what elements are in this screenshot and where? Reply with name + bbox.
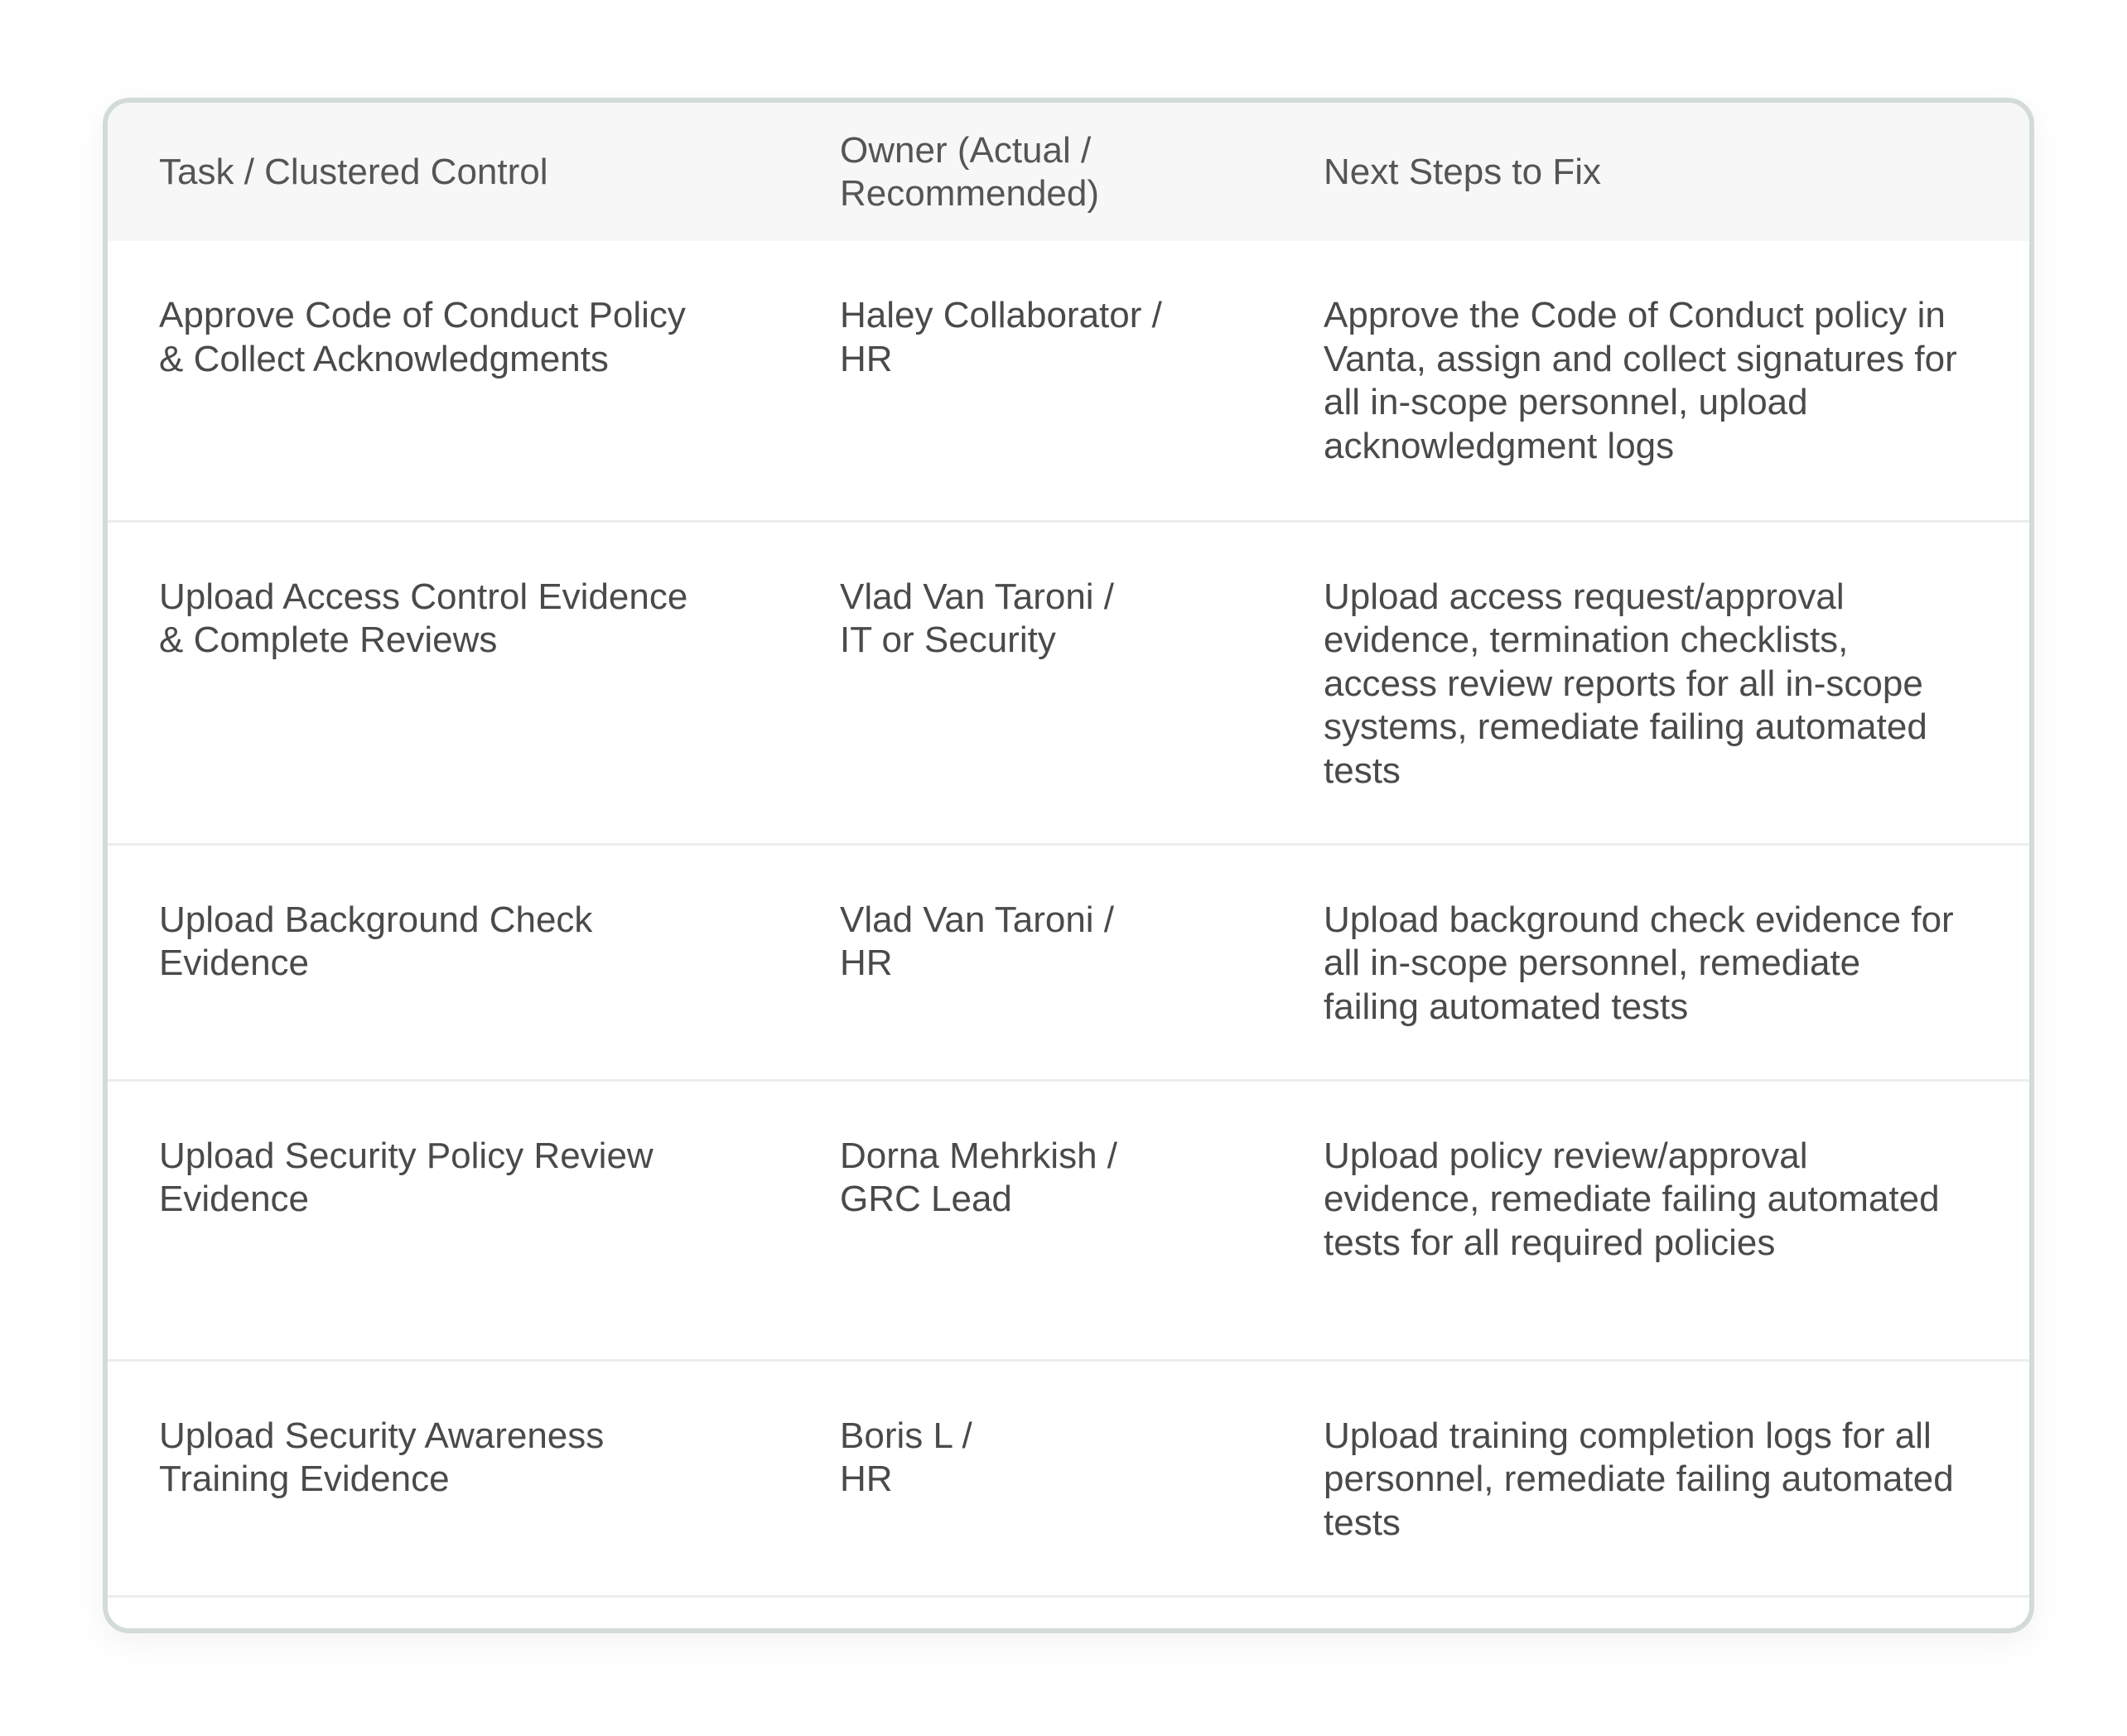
table-row — [108, 1080, 2029, 1360]
tasks-table-card — [103, 98, 2034, 1633]
next-steps-cell: Approve the Code of Conduct policy in Vanta, assign and collect signatures for all in-scope personnel, upload acknowledgment logs — [1324, 295, 1957, 466]
task-cell: Upload Security Awareness Training Evidence — [159, 1415, 605, 1499]
next-steps-cell: Upload access request/approval evidence, termination checklists, access review reports for all in-scope systems, remediate failing automated tests — [1324, 576, 1927, 791]
task-cell: Upload Background Check Evidence — [159, 899, 593, 983]
owner-cell — [792, 844, 1276, 1080]
owner-recommended: HR — [840, 338, 893, 379]
owner-recommended: HR — [840, 943, 893, 983]
task-cell: Upload Access Control Evidence & Complete Reviews — [159, 576, 688, 660]
header-owner: Owner (Actual / Recommended) — [792, 103, 1276, 241]
header-row — [108, 103, 2029, 241]
owner-cell — [792, 1360, 1276, 1596]
header-next-steps: Next Steps to Fix — [1276, 103, 2029, 241]
owner-actual: Haley Collaborator / — [840, 295, 1162, 335]
next-steps-cell: Upload background check evidence for all in-scope personnel, remediate failing automated tests — [1324, 899, 1954, 1027]
table-row — [108, 844, 2029, 1080]
owner-recommended: GRC Lead — [840, 1179, 1012, 1219]
owner-recommended: HR — [840, 1459, 893, 1499]
owner-cell — [792, 521, 1276, 844]
owner-actual: Vlad Van Taroni / — [840, 899, 1115, 940]
tasks-table — [108, 103, 2029, 1598]
owner-cell — [792, 241, 1276, 521]
owner-actual: Vlad Van Taroni / — [840, 576, 1115, 617]
table-row — [108, 521, 2029, 844]
owner-cell — [792, 1080, 1276, 1360]
owner-recommended: IT or Security — [840, 620, 1056, 660]
table-row — [108, 241, 2029, 521]
owner-actual: Boris L / — [840, 1415, 972, 1456]
owner-actual: Dorna Mehrkish / — [840, 1135, 1118, 1176]
table-header — [108, 103, 2029, 241]
header-task: Task / Clustered Control — [108, 103, 792, 241]
task-cell: Approve Code of Conduct Policy & Collect Acknowledgments — [159, 295, 686, 379]
table-row — [108, 1360, 2029, 1596]
table-body — [108, 241, 2029, 1596]
task-cell: Upload Security Policy Review Evidence — [159, 1135, 654, 1219]
next-steps-cell: Upload policy review/approval evidence, remediate failing automated tests for all required policies — [1324, 1135, 1940, 1263]
next-steps-cell: Upload training completion logs for all personnel, remediate failing automated tests — [1324, 1415, 1954, 1543]
